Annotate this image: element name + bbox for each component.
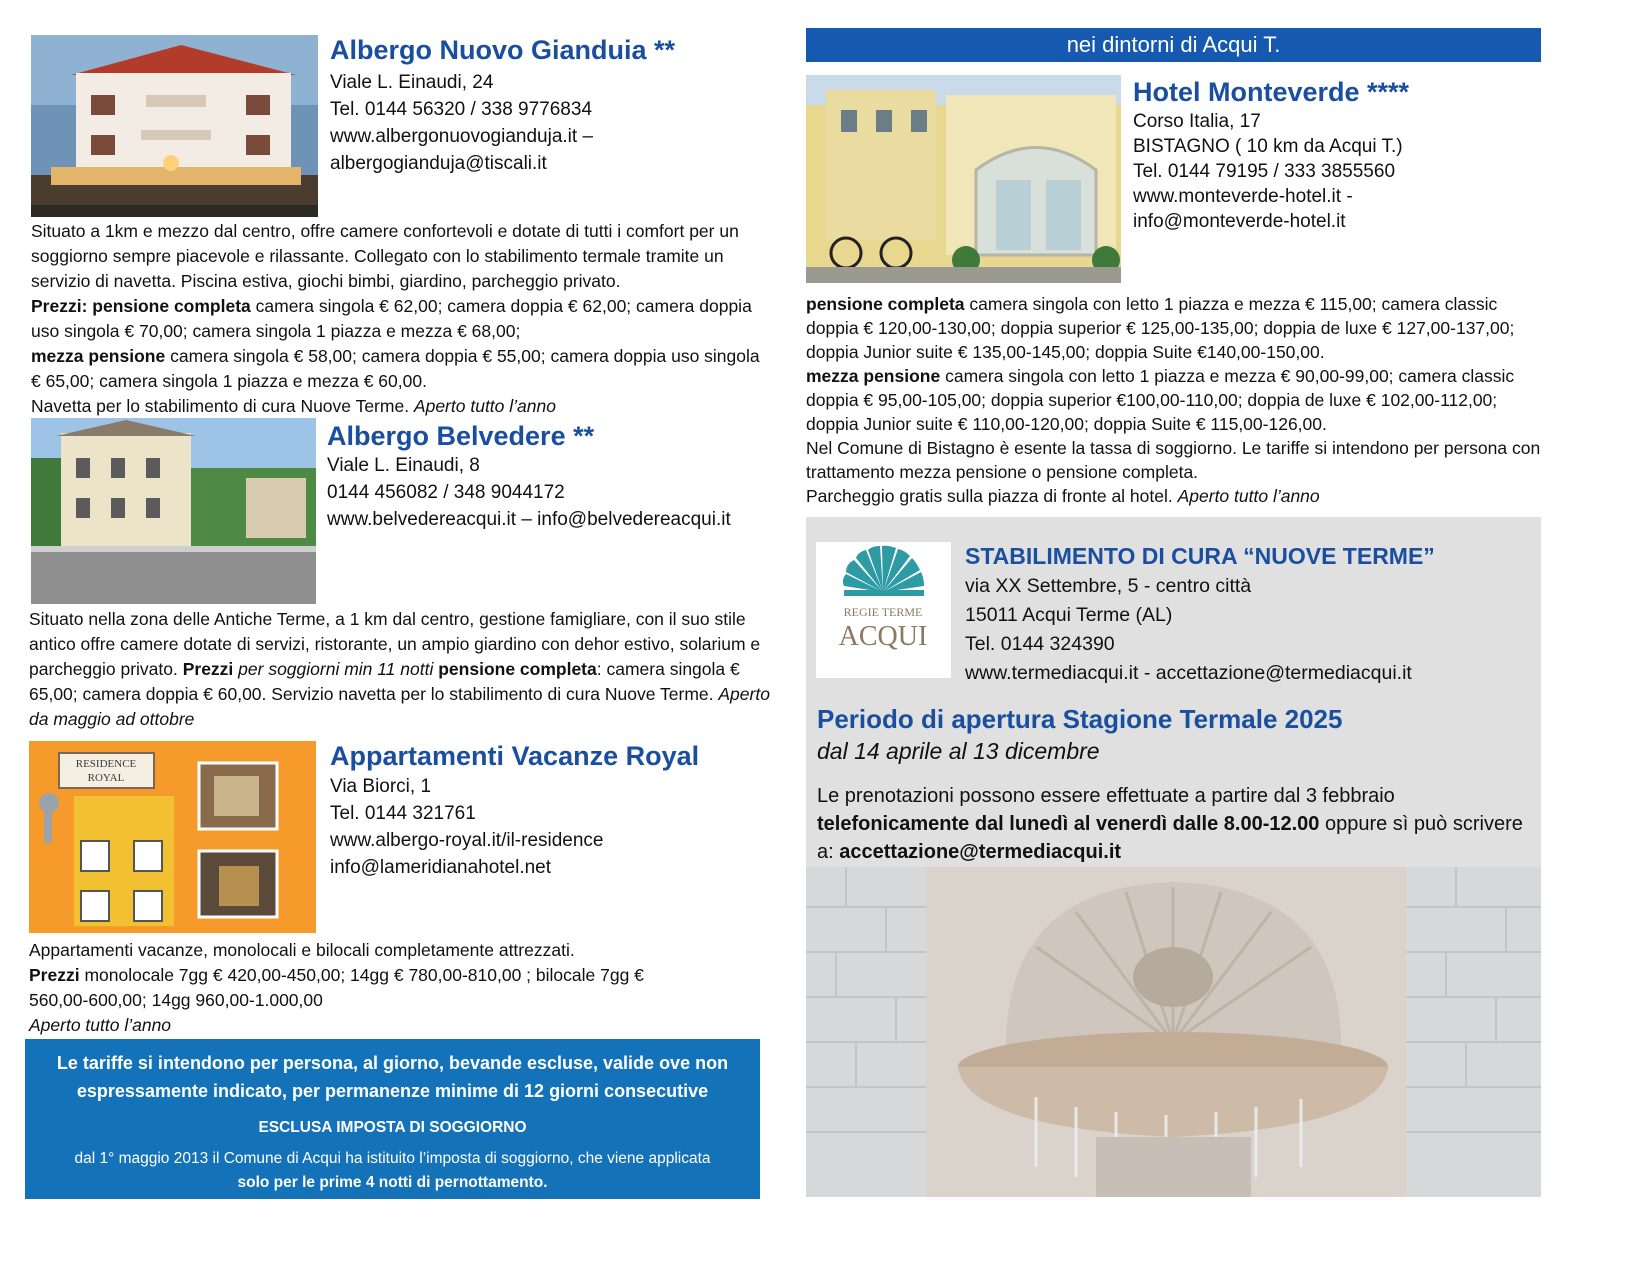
albergo-belvedere-title: Albergo Belvedere ** <box>327 421 595 451</box>
tariff-notice-box <box>25 1039 760 1199</box>
hotel-monteverde-contacts <box>1133 109 1403 234</box>
gianduia-prices-label: Prezzi: pensione completa <box>31 296 251 316</box>
albergo-gianduia-email[interactable]: albergogianduja@tiscali.it <box>330 153 547 174</box>
monteverde-full-label: pensione completa <box>806 294 965 314</box>
albergo-gianduia-photo <box>31 35 318 217</box>
monteverde-prices-full: camera singola con letto 1 piazza e mezza € 115,00; camera classic doppia € 120,00-130,00; doppia superior € 125,00-135,00; doppia de luxe € 127,00-137,00; doppia Junior suite € 135,00-145,00; doppia Suite €140,00-150,00. <box>806 294 1515 362</box>
hotel-monteverde-city: BISTAGNO ( 10 km da Acqui T.) <box>1133 136 1403 157</box>
belvedere-full-label: pensione completa <box>438 659 597 679</box>
section-header-nearby: nei dintorni di Acqui T. <box>806 28 1541 62</box>
albergo-gianduia-contacts <box>330 69 593 177</box>
residence-royal-website[interactable]: www.albergo-royal.it/il-residence <box>330 830 604 851</box>
gianduia-open: Aperto tutto l’anno <box>413 396 556 416</box>
stabilimento-address: via XX Settembre, 5 - centro città <box>965 575 1252 597</box>
gianduia-desc-text: Situato a 1km e mezzo dal centro, offre camere confortevoli e dotate di tutti i comfort per un soggiorno sempre piacevole e rilassante. Collegato con lo stabilimento termale tramite un servizio di navetta. Piscina estiva, giochi bimbi, giardino, parcheggio privato. <box>31 221 739 291</box>
season-period-title: Periodo di apertura Stagione Termale 2025 <box>817 704 1343 734</box>
belvedere-open: Aperto da maggio ad ottobre <box>29 684 770 729</box>
belvedere-prices-label: Prezzi <box>182 659 234 679</box>
stabilimento-title: STABILIMENTO DI CURA “NUOVE TERME” <box>965 543 1435 569</box>
residence-royal-description <box>29 938 669 1038</box>
monteverde-half-label: mezza pensione <box>806 366 941 386</box>
booking-intro: Le prenotazioni possono essere effettuate a partire dal 3 febbraio <box>817 785 1395 807</box>
royal-sign-line2: ROYAL <box>87 772 125 784</box>
hotel-monteverde-tel: Tel. 0144 79195 / 333 3855560 <box>1133 161 1396 182</box>
residence-royal-photo <box>29 741 316 933</box>
booking-or-write: oppure sì può scrivere a: <box>817 813 1523 863</box>
albergo-belvedere-description <box>29 607 774 732</box>
hotel-monteverde-title: Hotel Monteverde **** <box>1133 77 1410 107</box>
monteverde-parking: Parcheggio gratis sulla piazza di fronte al hotel. <box>806 486 1178 506</box>
gianduia-half-label: mezza pensione <box>31 346 166 366</box>
hotel-monteverde-website[interactable]: www.monteverde-hotel.it - <box>1133 186 1353 207</box>
residence-royal-tel: Tel. 0144 321761 <box>330 803 476 824</box>
booking-info <box>817 782 1532 866</box>
belvedere-prices-full: : camera singola € 65,00; camera doppia € 60,00. Servizio navetta per lo stabilimento di cura Nuove Terme. <box>29 659 740 704</box>
gianduia-shuttle: Navetta per lo stabilimento di cura Nuove Terme. <box>31 396 414 416</box>
hotel-monteverde-email[interactable]: info@monteverde-hotel.it <box>1133 211 1346 232</box>
albergo-belvedere-photo <box>31 418 316 604</box>
stabilimento-tel: Tel. 0144 324390 <box>965 633 1115 655</box>
fountain-photo <box>806 867 1541 1197</box>
tariff-notice-tax-nights: solo per le prime 4 notti di pernottamento. <box>237 1174 548 1191</box>
albergo-gianduia-tel: Tel. 0144 56320 / 338 9776834 <box>330 99 593 120</box>
tariff-notice-main: Le tariffe si intendono per persona, al giorno, bevande escluse, valide ove non espressamente indicato, per permanenze minime di 12 giorni consecutive <box>56 1053 729 1101</box>
hotel-monteverde-description <box>806 292 1541 508</box>
gianduia-prices-full: camera singola € 62,00; camera doppia € 62,00; camera doppia uso singola € 70,00; camera singola 1 piazza e mezza € 68,00; <box>31 296 752 341</box>
booking-email[interactable]: accettazione@termediacqui.it <box>839 841 1122 863</box>
residence-royal-contacts <box>330 773 604 881</box>
residence-royal-title: Appartamenti Vacanze Royal <box>330 741 700 771</box>
stabilimento-city: 15011 Acqui Terme (AL) <box>965 604 1173 626</box>
belvedere-desc-text: Situato nella zona delle Antiche Terme, a 1 km dal centro, gestione famigliare, con il suo stile antico offre camere dotate di servizi, ristorante, un ampio giardino con dehor estivo, solarium e parcheggio privato. <box>29 609 761 679</box>
albergo-belvedere-address: Viale L. Einaudi, 8 <box>327 455 480 476</box>
stabilimento-web-email[interactable]: www.termediacqui.it - accettazione@termediacqui.it <box>965 662 1412 684</box>
tariff-notice-tax-heading: ESCLUSA IMPOSTA DI SOGGIORNO <box>258 1119 527 1136</box>
monteverde-tax: Nel Comune di Bistagno è esente la tassa di soggiorno. Le tariffe si intendono per persona con trattamento mezza pensione o pensione completa. <box>806 438 1541 482</box>
royal-prices-label: Prezzi <box>29 965 80 985</box>
residence-royal-email[interactable]: info@lameridianahotel.net <box>330 857 552 878</box>
tariff-notice-tax-text <box>25 1147 760 1195</box>
royal-desc-text: Appartamenti vacanze, monolocali e bilocali completamente attrezzati. <box>29 940 575 960</box>
albergo-gianduia-title: Albergo Nuovo Gianduia ** <box>330 35 676 65</box>
regie-terme-logo <box>816 542 951 678</box>
albergo-belvedere-tel: 0144 456082 / 348 9044172 <box>327 482 565 503</box>
hotel-monteverde-address: Corso Italia, 17 <box>1133 111 1261 132</box>
hotel-monteverde-photo <box>806 75 1121 283</box>
albergo-gianduia-description <box>31 219 761 419</box>
stabilimento-contacts <box>965 572 1412 688</box>
belvedere-prices-cond: per soggiorni min 11 notti <box>233 659 439 679</box>
logo-line2: ACQUI <box>838 621 928 652</box>
booking-phone-hours: telefonicamente dal lunedì al venerdì dalle 8.00-12.00 <box>817 813 1320 835</box>
monteverde-open: Aperto tutto l’anno <box>1177 486 1320 506</box>
albergo-belvedere-contacts <box>327 452 731 533</box>
royal-prices: monolocale 7gg € 420,00-450,00; 14gg € 780,00-810,00 ; bilocale 7gg € 560,00-600,00; 14gg 960,00-1.000,00 <box>29 965 644 1010</box>
season-period-dates: dal 14 aprile al 13 dicembre <box>817 738 1100 764</box>
logo-line1: REGIE TERME <box>843 605 923 619</box>
albergo-belvedere-web-email[interactable]: www.belvedereacqui.it – info@belvedereacqui.it <box>327 509 731 530</box>
gianduia-prices-half: camera singola € 58,00; camera doppia € 55,00; camera doppia uso singola € 65,00; camera singola 1 piazza e mezza € 60,00. <box>31 346 760 391</box>
monteverde-prices-half: camera singola con letto 1 piazza e mezza € 90,00-99,00; camera classic doppia € 95,00-105,00; doppia superior €100,00-110,00; doppia de luxe € 102,00-112,00; doppia Junior suite € 110,00-120,00; doppia Suite € 115,00-126,00. <box>806 366 1515 434</box>
tariff-notice-tax-line: dal 1° maggio 2013 il Comune di Acqui ha istituito l’imposta di soggiorno, che viene applicata <box>74 1150 711 1167</box>
residence-royal-address: Via Biorci, 1 <box>330 776 432 797</box>
royal-open: Aperto tutto l’anno <box>29 1015 172 1035</box>
royal-sign-line1: RESIDENCE <box>75 758 137 770</box>
albergo-gianduia-address: Viale L. Einaudi, 24 <box>330 72 494 93</box>
albergo-gianduia-website[interactable]: www.albergonuovogianduja.it – <box>330 126 594 147</box>
